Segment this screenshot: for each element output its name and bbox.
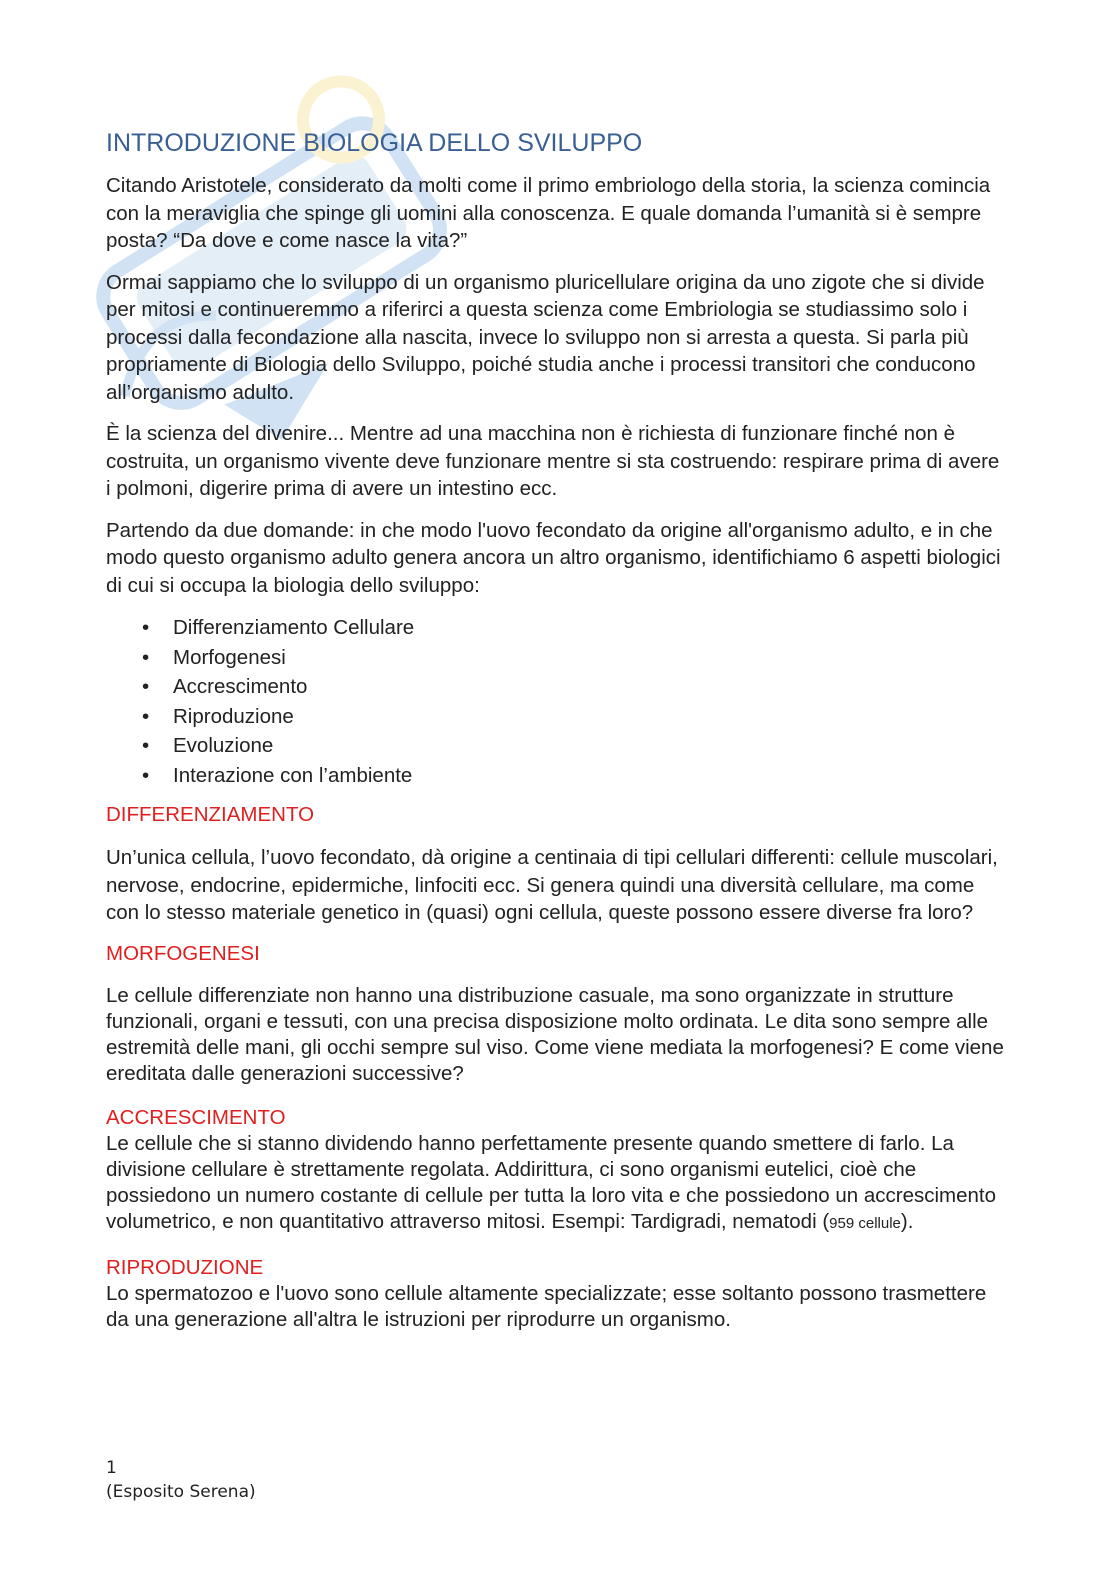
- document-title: INTRODUZIONE BIOLOGIA DELLO SVILUPPO: [106, 129, 643, 157]
- list-item: [106, 613, 1006, 643]
- section-text-morfogenesi: Le cellule differenziate non hanno una distribuzione casuale, ma sono organizzate in strutture funzionali, organi e tessuti, con una precisa disposizione molto ordinata. Le dita sono sempre alle estremità delle mani, gli occhi sempre sul viso. Come viene mediata la morfogenesi? E come viene ereditata dalle generazioni successive?: [106, 983, 1004, 1085]
- page-number: 1: [106, 1458, 117, 1478]
- aspects-list: [106, 613, 1006, 790]
- list-item-label: Interazione con l’ambiente: [173, 763, 413, 787]
- bullet-icon: •: [142, 734, 150, 757]
- list-item-label: Morfogenesi: [173, 645, 286, 669]
- bullet-icon: •: [142, 645, 150, 669]
- list-item-label: Evoluzione: [173, 734, 274, 757]
- bullet-icon: •: [142, 675, 150, 698]
- intro-paragraph-3: È la scienza del divenire... Mentre ad una macchina non è richiesta di funzionare finché non è costruita, un organismo vivente deve funzionare mentre si sta costruendo: respirare prima di avere i polmoni, digerire prima di avere un intestino ecc.: [106, 422, 1000, 500]
- accrescimento-text-end: ).: [900, 1209, 914, 1233]
- section-text-accrescimento: [106, 1131, 1006, 1237]
- list-item-label: Riproduzione: [173, 704, 294, 728]
- list-item: [106, 702, 1006, 732]
- bullet-icon: •: [142, 704, 150, 728]
- page-footer: [106, 1456, 256, 1504]
- list-item: [106, 731, 1006, 761]
- list-item: [106, 672, 1006, 702]
- accrescimento-text: Le cellule che si stanno dividendo hanno perfettamente presente quando smettere di farlo. La divisione cellulare è strettamente regolata. Addirittura, ci sono organismi eutelici, cioè che possiedono un numero costante di cellule per tutta la loro vita e che possiedono un accrescimento volumetrico, e non quantitativo attraverso mitosi. Esempi: Tardigradi, nematodi (: [106, 1131, 997, 1233]
- cell-count-note: 959 cellule: [829, 1214, 901, 1232]
- intro-paragraph-1: Citando Aristotele, considerato da molti come il primo embriologo della storia, la scienza comincia con la meraviglia che spinge gli uomini alla conoscenza. E quale domanda l’umanità si è sempre posta? “Da dove e come nasce la vita?”: [106, 174, 991, 252]
- section-text-differenziamento: Un’unica cellula, l’uovo fecondato, dà origine a centinaia di tipi cellulari differenti: cellule muscolari, nervose, endocrine, epidermiche, linfociti ecc. Si genera quindi una diversità cellulare, ma come con lo stesso materiale genetico in (quasi) ogni cellula, queste possono essere diverse fra loro?: [106, 846, 998, 924]
- section-heading-accrescimento: ACCRESCIMENTO: [106, 1105, 286, 1129]
- list-item: [106, 761, 1006, 791]
- list-item-label: Accrescimento: [173, 675, 308, 698]
- author-name: (Esposito Serena): [106, 1482, 256, 1502]
- section-text-riproduzione: Lo spermatozoo e l'uovo sono cellule altamente specializzate; esse soltanto possono trasmettere da una generazione all'altra le istruzioni per riprodurre un organismo.: [106, 1281, 987, 1331]
- intro-paragraph-4: Partendo da due domande: in che modo l'uovo fecondato da origine all'organismo adulto, e in che modo questo organismo adulto genera ancora un altro organismo, identifichiamo 6 aspetti biologici di cui si occupa la biologia dello sviluppo:: [106, 518, 1001, 597]
- list-item-label: Differenziamento Cellulare: [173, 616, 415, 639]
- section-heading-differenziamento: DIFFERENZIAMENTO: [106, 803, 315, 826]
- intro-paragraph-2: Ormai sappiamo che lo sviluppo di un organismo pluricellulare origina da uno zigote che si divide per mitosi e continueremmo a riferirci a questa scienza come Embriologia se studiassimo solo i processi dalla fecondazione alla nascita, invece lo sviluppo non si arresta a questa. Si parla più propriamente di Biologia dello Sviluppo, poiché studia anche i processi transitori che conducono all’organismo adulto.: [106, 270, 985, 404]
- bullet-icon: •: [142, 763, 150, 787]
- document-page: [106, 128, 1006, 1347]
- section-heading-morfogenesi: MORFOGENESI: [106, 941, 260, 965]
- list-item: [106, 643, 1006, 673]
- section-heading-riproduzione: RIPRODUZIONE: [106, 1255, 264, 1279]
- bullet-icon: •: [142, 616, 150, 639]
